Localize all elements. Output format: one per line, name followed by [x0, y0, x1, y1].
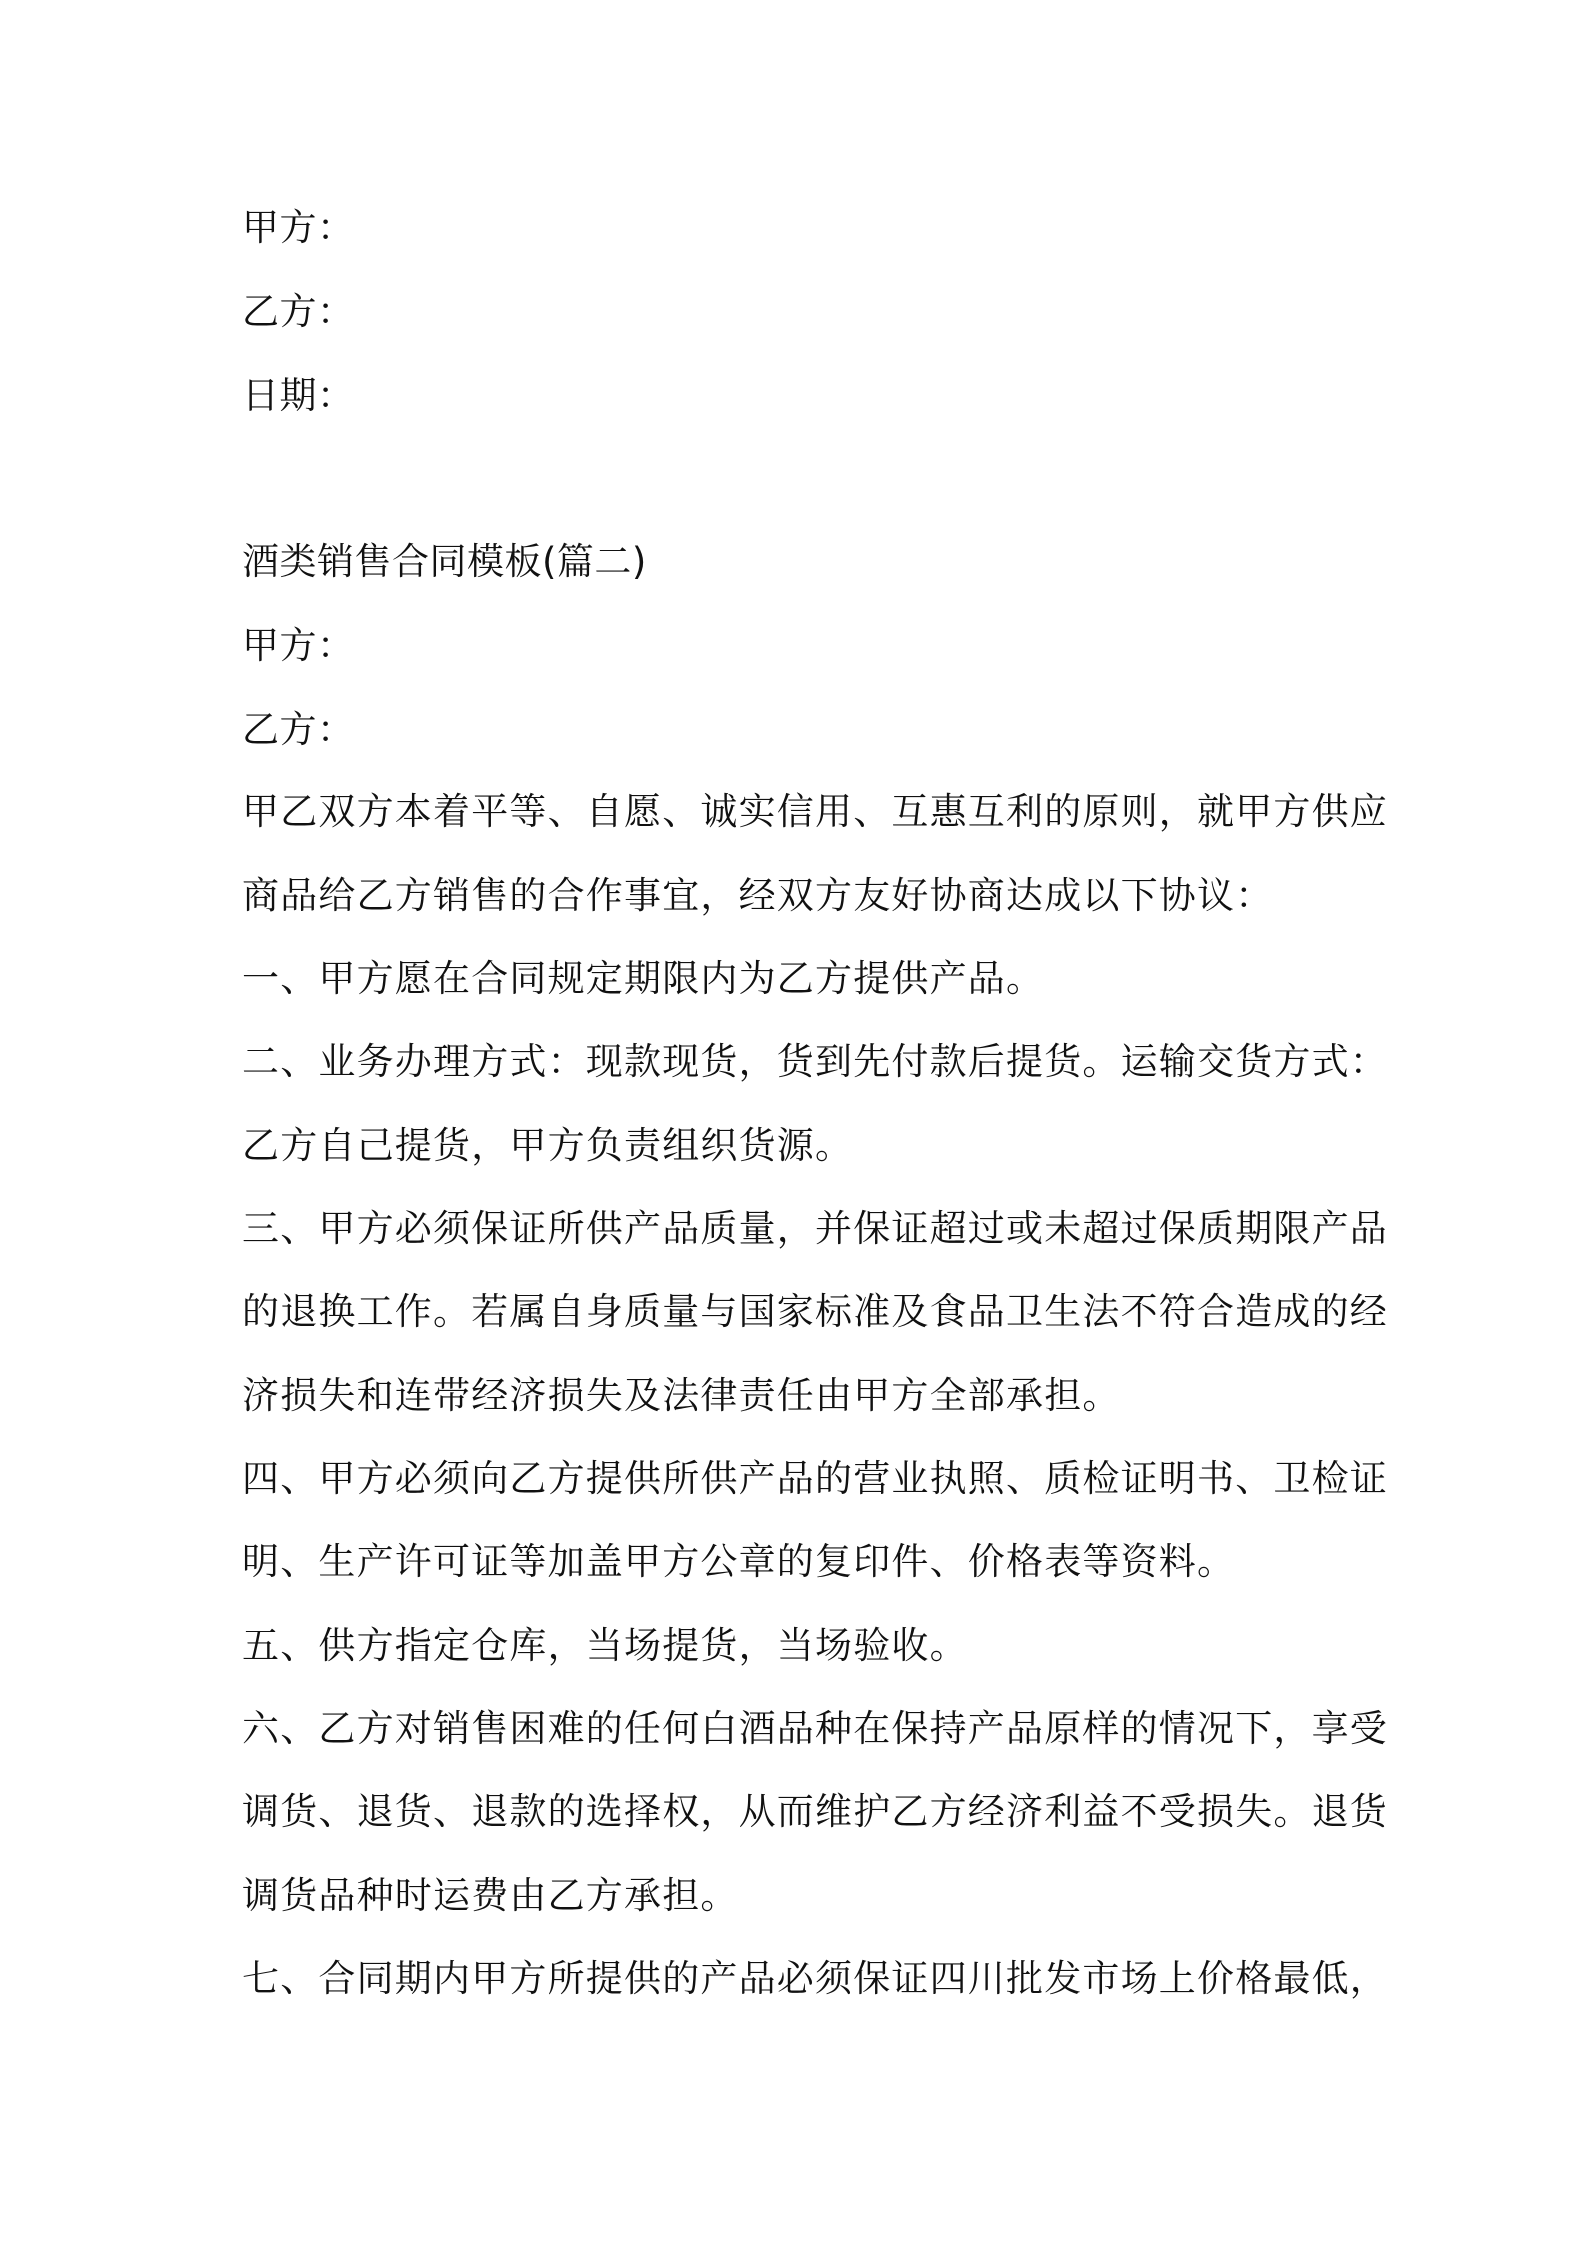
- clause-line: 五、供方指定仓库，当场提货，当场验收。: [242, 1624, 968, 1667]
- party-b-label: 乙方：: [242, 708, 355, 751]
- clause-line: 二、业务办理方式：现款现货，货到先付款后提货。运输交货方式：: [242, 1040, 1388, 1083]
- clause-line: 四、甲方必须向乙方提供所供产品的营业执照、质检证明书、卫检证: [242, 1457, 1388, 1500]
- clause-line: 一、甲方愿在合同规定期限内为乙方提供产品。: [242, 957, 1045, 1000]
- clause-line: 明、生产许可证等加盖甲方公章的复印件、价格表等资料。: [242, 1540, 1236, 1583]
- clause-line: 乙方自己提货，甲方负责组织货源。: [242, 1124, 854, 1167]
- clause-line: 的退换工作。若属自身质量与国家标准及食品卫生法不符合造成的经: [242, 1290, 1388, 1333]
- section-title: 酒类销售合同模板(篇二): [242, 540, 647, 583]
- header-party-a-label: 甲方：: [242, 206, 355, 249]
- intro-line: 商品给乙方销售的合作事宜，经双方友好协商达成以下协议：: [242, 874, 1274, 917]
- header-date-label: 日期：: [242, 374, 355, 417]
- intro-line: 甲乙双方本着平等、自愿、诚实信用、互惠互利的原则，就甲方供应: [242, 790, 1388, 833]
- clause-line: 七、合同期内甲方所提供的产品必须保证四川批发市场上价格最低，: [242, 1957, 1388, 2000]
- clause-line: 调货、退货、退款的选择权，从而维护乙方经济利益不受损失。退货: [242, 1790, 1388, 1833]
- header-party-b-label: 乙方：: [242, 290, 355, 333]
- clause-line: 三、甲方必须保证所供产品质量，并保证超过或未超过保质期限产品: [242, 1207, 1388, 1250]
- clause-line: 调货品种时运费由乙方承担。: [242, 1874, 739, 1917]
- party-a-label: 甲方：: [242, 624, 355, 667]
- clause-line: 济损失和连带经济损失及法律责任由甲方全部承担。: [242, 1374, 1121, 1417]
- clause-line: 六、乙方对销售困难的任何白酒品种在保持产品原样的情况下，享受: [242, 1707, 1388, 1750]
